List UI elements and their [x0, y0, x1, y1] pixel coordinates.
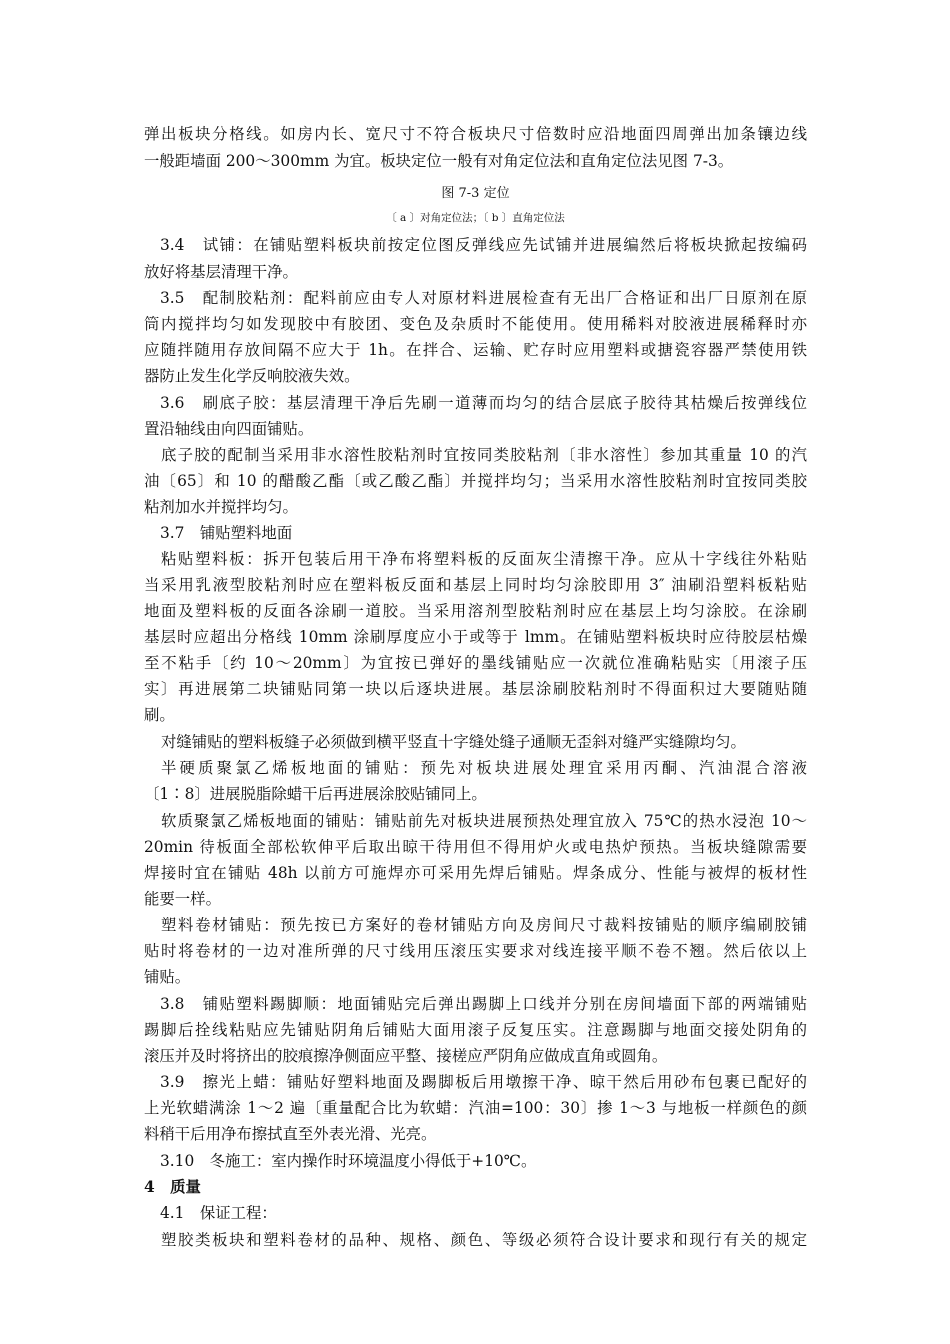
figure-subcaption: 〔 a 〕对角定位法；〔 b 〕直角定位法: [386, 212, 565, 224]
subsection-heading: 4.1 保证工程：: [160, 1204, 277, 1222]
paragraph-line: 对缝铺贴的塑料板缝子必须做到横平竖直十字缝处缝子通顺无歪斜对缝严实缝隙均匀。: [161, 733, 746, 751]
paragraph-line: 3.10 冬施工：室内操作时环境温度小得低于+10℃。: [160, 1152, 537, 1170]
paragraph-line: 基层时应超出分格线 10mm 涂刷厚度应小于或等于 lmm。在铺贴塑料板块时应待胶层枯燥: [144, 628, 807, 646]
paragraph-line: 油〔65〕和 10 的醋酸乙酯〔或乙酸乙酯〕并搅拌均匀；当采用水溶性胶粘剂时宜按同类胶: [144, 472, 807, 490]
paragraph-line: 实〕再进展第二块铺贴同第一块以后逐块进展。基层涂刷胶粘剂时不得面积过大要随贴随: [144, 680, 807, 698]
paragraph-line: 当采用乳液型胶粘剂时应在塑料板反面和基层上同时均匀涂胶即用 3″ 油刷沿塑料板粘贴: [144, 576, 807, 594]
paragraph-line: 粘贴塑料板：拆开包装后用干净布将塑料板的反面灰尘清擦干净。应从十字线往外粘贴: [161, 550, 807, 568]
paragraph-line: 滚压并及时将挤出的胶痕擦净侧面应平整、接槎应严阴角应做成直角或圆角。: [144, 1047, 668, 1065]
paragraph-line: 上光软蜡满涂 1～2 遍〔重量配合比为软蜡：汽油=100：30〕掺 1～3 与地板一样颜色的颜: [144, 1099, 807, 1117]
paragraph-line: 至不粘手〔约 10～20mm〕为宜按已弹好的墨线铺贴应一次就位准确粘贴实〔用滚子压: [144, 654, 807, 672]
paragraph-line: 置沿轴线由向四面铺贴。: [144, 420, 314, 438]
figure-caption: 图 7-3 定位: [441, 186, 510, 201]
paragraph-line: 3.9 擦光上蜡：铺贴好塑料地面及踢脚板后用墩擦干净、晾干然后用砂布包裹已配好的: [160, 1073, 807, 1091]
paragraph-line: 器防止发生化学反响胶液失效。: [144, 367, 360, 385]
paragraph-line: 筒内搅拌均匀如发现胶中有胶团、变色及杂质时不能使用。使用稀料对胶液进展稀释时亦: [144, 315, 807, 333]
paragraph-line: 塑胶类板块和塑料卷材的品种、规格、颜色、等级必须符合设计要求和现行有关的规定: [161, 1231, 807, 1249]
section-heading: 4 质量: [144, 1178, 201, 1196]
paragraph-line: 弹出板块分格线。如房内长、宽尺寸不符合板块尺寸倍数时应沿地面四周弹出加条镶边线: [144, 125, 807, 143]
paragraph-line: 能要一样。: [144, 890, 221, 908]
paragraph-line: 3.6 刷底子胶：基层清理干净后先刷一道薄而均匀的结合层底子胶待其枯燥后按弹线位: [160, 394, 807, 412]
paragraph-line: 一般距墙面 200～300mm 为宜。板块定位一般有对角定位法和直角定位法见图 7-3。: [144, 152, 734, 170]
paragraph-line: 焊接时宜在铺贴 48h 以前方可施焊亦可采用先焊后铺贴。焊条成分、性能与被焊的板材性: [144, 864, 807, 882]
paragraph-line: 半硬质聚氯乙烯板地面的铺贴：预先对板块进展处理宜采用丙酮、汽油混合溶液: [161, 759, 807, 777]
paragraph-line: 3.4 试铺：在铺贴塑料板块前按定位图反弹线应先试铺并进展编然后将板块掀起按编码: [160, 236, 807, 254]
paragraph-line: 软质聚氯乙烯板地面的铺贴：铺贴前先对板块进展预热处理宜放入 75℃的热水浸泡 10～: [161, 812, 807, 830]
paragraph-line: 料稍干后用净布擦拭直至外表光滑、光亮。: [144, 1125, 437, 1143]
paragraph-line: 3.5 配制胶粘剂：配料前应由专人对原材料进展检查有无出厂合格证和出厂日原剂在原: [160, 289, 807, 307]
paragraph-line: 20min 待板面全部松软伸平后取出晾干待用但不得用炉火或电热炉预热。当板块缝隙需要: [144, 838, 807, 856]
paragraph-line: 底子胶的配制当采用非水溶性胶粘剂时宜按同类胶粘剂〔非水溶性〕参加其重量 10 的汽: [161, 446, 807, 464]
paragraph-line: 粘剂加水并搅拌均匀。: [144, 498, 298, 516]
paragraph-line: 铺贴。: [144, 968, 191, 986]
paragraph-line: 〔1∶8〕进展脱脂除蜡干后再进展涂胶贴铺同上。: [144, 785, 487, 803]
section-heading: 3.7 铺贴塑料地面: [160, 524, 293, 542]
paragraph-line: 应随拌随用存放间隔不应大于 1h。在拌合、运输、贮存时应用塑料或搪瓷容器严禁使用铁: [144, 341, 807, 359]
paragraph-line: 踢脚后拴线粘贴应先铺贴阴角后铺贴大面用滚子反复压实。注意踢脚与地面交接处阴角的: [144, 1021, 807, 1039]
paragraph-line: 3.8 铺贴塑料踢脚顺：地面铺贴完后弹出踢脚上口线并分别在房间墙面下部的两端铺贴: [160, 995, 807, 1013]
paragraph-line: 地面及塑料板的反面各涂刷一道胶。当采用溶剂型胶粘剂时应在基层上均匀涂胶。在涂刷: [144, 602, 807, 620]
paragraph-line: 放好将基层清理干净。: [144, 263, 298, 281]
paragraph-line: 塑料卷材铺贴：预先按已方案好的卷材铺贴方向及房间尺寸裁料按铺贴的顺序编刷胶铺: [161, 916, 807, 934]
paragraph-line: 刷。: [144, 706, 175, 724]
paragraph-line: 贴时将卷材的一边对准所弹的尺寸线用压滚压实要求对线连接平顺不卷不翘。然后依以上: [144, 942, 807, 960]
